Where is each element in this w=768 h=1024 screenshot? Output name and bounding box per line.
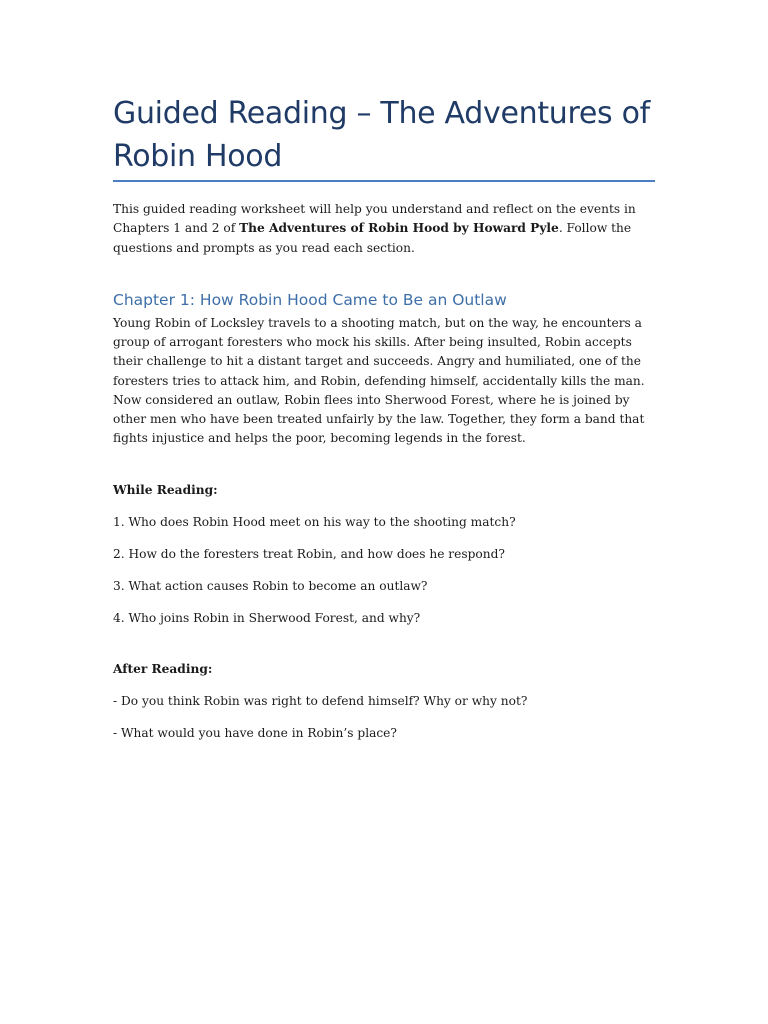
prompt-item: - Do you think Robin was right to defend himself? Why or why not? <box>113 694 528 708</box>
after-reading-label: After Reading: <box>113 662 213 676</box>
intro-paragraph <box>113 200 655 258</box>
title-underline <box>113 180 655 182</box>
chapter-1-summary: Young Robin of Locksley travels to a shooting match, but on the way, he encounters a group of arrogant foresters who mock his skills. After being insulted, Robin accepts their challenge to hit a distant target and succeeds. Angry and humiliated, one of the foresters tries to attack him, and Robin, defending himself, accidentally kills the man. Now considered an outlaw, Robin flees into Sherwood Forest, where he is joined by other men who have been treated unfairly by the law. Together, they form a band that fights injustice and helps the poor, becoming legends in the forest. <box>113 316 645 446</box>
prompt-item: - What would you have done in Robin’s place? <box>113 726 397 740</box>
chapter-1-heading: Chapter 1: How Robin Hood Came to Be an Outlaw <box>113 291 507 309</box>
intro-text-end: . Follow the questions and prompts as you read each section. <box>113 221 632 255</box>
page-title: Guided Reading – The Adventures of Robin Hood <box>113 96 650 174</box>
intro-text-start: This guided reading worksheet will help you understand and reflect on the events in Chapters 1 and 2 of <box>113 202 636 236</box>
question-item: 2. How do the foresters treat Robin, and how does he respond? <box>113 547 505 561</box>
book-title-bold: The Adventures of Robin Hood by Howard Pyle <box>239 221 559 236</box>
question-item: 3. What action causes Robin to become an outlaw? <box>113 579 428 593</box>
question-item: 1. Who does Robin Hood meet on his way to the shooting match? <box>113 515 516 529</box>
question-item: 4. Who joins Robin in Sherwood Forest, and why? <box>113 611 421 625</box>
while-reading-label: While Reading: <box>113 483 218 497</box>
